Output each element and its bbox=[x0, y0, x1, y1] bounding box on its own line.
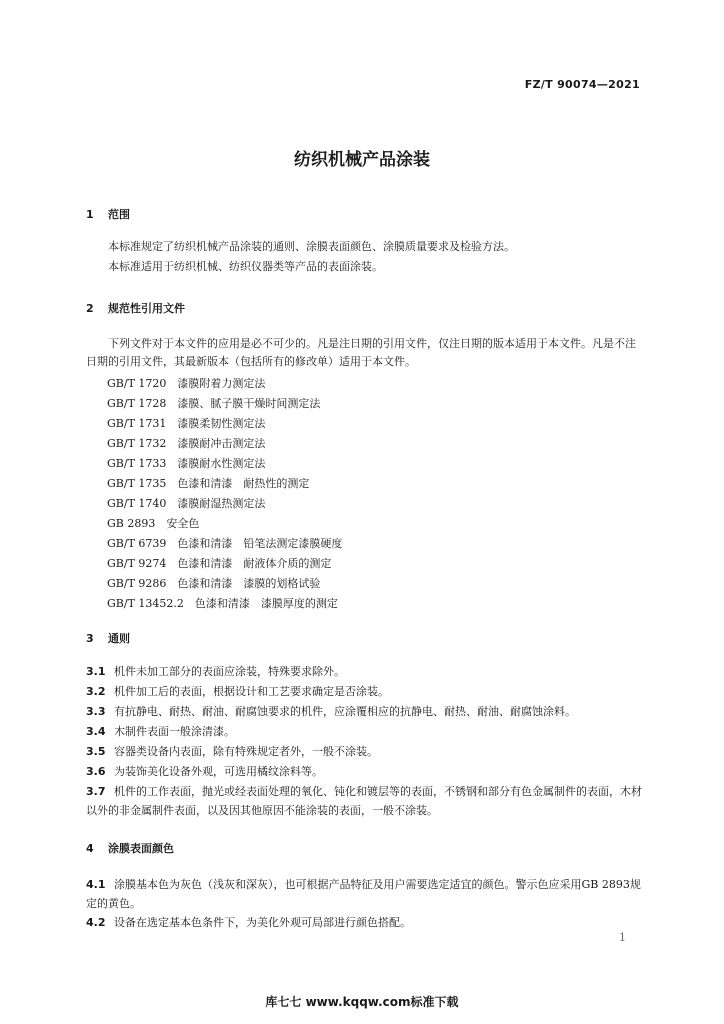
section-title: 规范性引用文件 bbox=[108, 302, 185, 315]
clause bbox=[86, 875, 646, 913]
clause bbox=[86, 915, 646, 931]
clause-number: 3.6 bbox=[86, 765, 106, 778]
reference-code: GB 2893 bbox=[107, 517, 156, 530]
clause bbox=[86, 764, 646, 780]
clause bbox=[86, 684, 646, 700]
reference-code: GB/T 1733 bbox=[107, 457, 167, 470]
reference-code: GB/T 6739 bbox=[107, 537, 167, 550]
section-number: 2 bbox=[86, 302, 94, 315]
clause-number: 3.5 bbox=[86, 745, 106, 758]
reference-name: 漆膜、腻子膜干燥时间测定法 bbox=[177, 397, 321, 410]
reference-code: GB/T 9286 bbox=[107, 577, 167, 590]
clause-number: 3.3 bbox=[86, 705, 106, 718]
footer-watermark[interactable]: 库七七 www.kqqw.com标准下载 bbox=[265, 995, 459, 1009]
reference-code: GB/T 1728 bbox=[107, 397, 167, 410]
clause-text: 容器类设备内表面，除有特殊规定者外，一般不涂装。 bbox=[114, 745, 378, 758]
clause-text: 木制件表面一般涂清漆。 bbox=[114, 725, 235, 738]
section-title: 涂膜表面颜色 bbox=[108, 842, 174, 855]
reference-item bbox=[107, 535, 342, 551]
clause-number: 3.2 bbox=[86, 685, 106, 698]
standard-code: FZ/T 90074—2021 bbox=[524, 78, 640, 91]
clause-number: 4.2 bbox=[86, 916, 106, 929]
reference-item bbox=[107, 495, 265, 511]
reference-code: GB/T 13452.2 bbox=[107, 597, 184, 610]
clause-number: 3.7 bbox=[86, 785, 106, 798]
clause bbox=[86, 704, 646, 720]
clause-text: 设备在选定基本色条件下，为美化外观可局部进行颜色搭配。 bbox=[114, 916, 411, 929]
section-1-para-2: 本标准适用于纺织机械、纺织仪器类等产品的表面涂装。 bbox=[108, 260, 383, 273]
reference-code: GB/T 1740 bbox=[107, 497, 167, 510]
section-3-heading bbox=[86, 630, 130, 646]
section-4-heading bbox=[86, 840, 174, 856]
reference-item bbox=[107, 455, 265, 471]
reference-name: 色漆和清漆 漆膜的划格试验 bbox=[177, 577, 321, 590]
reference-name: 漆膜附着力测定法 bbox=[177, 377, 266, 390]
reference-item bbox=[107, 595, 338, 611]
reference-name: 安全色 bbox=[166, 517, 200, 530]
reference-code: GB/T 9274 bbox=[107, 557, 167, 570]
section-number: 4 bbox=[86, 842, 94, 855]
clause bbox=[86, 744, 646, 760]
reference-item bbox=[107, 575, 320, 591]
section-number: 1 bbox=[86, 208, 94, 221]
reference-name: 色漆和清漆 耐热性的测定 bbox=[177, 477, 310, 490]
reference-code: GB/T 1732 bbox=[107, 437, 167, 450]
clause-text: 机件未加工部分的表面应涂装，特殊要求除外。 bbox=[114, 665, 345, 678]
clause bbox=[86, 724, 646, 740]
reference-item bbox=[107, 435, 265, 451]
reference-name: 色漆和清漆 漆膜厚度的测定 bbox=[194, 597, 338, 610]
section-title: 范围 bbox=[108, 208, 130, 221]
clause-text: 涂膜基本色为灰色（浅灰和深灰），也可根据产品特征及用户需要选定适宜的颜色。警示色应采用GB 2893规定的黄色。 bbox=[86, 878, 641, 910]
section-1-para-1: 本标准规定了纺织机械产品涂装的通则、涂膜表面颜色、涂膜质量要求及检验方法。 bbox=[108, 240, 515, 253]
reference-code: GB/T 1731 bbox=[107, 417, 167, 430]
reference-item bbox=[107, 415, 265, 431]
reference-item bbox=[107, 555, 331, 571]
reference-code: GB/T 1720 bbox=[107, 377, 167, 390]
reference-code: GB/T 1735 bbox=[107, 477, 167, 490]
section-2-heading bbox=[86, 300, 185, 316]
section-number: 3 bbox=[86, 632, 94, 645]
reference-name: 漆膜耐湿热测定法 bbox=[177, 497, 266, 510]
reference-item bbox=[107, 395, 320, 411]
reference-name: 漆膜耐冲击测定法 bbox=[177, 437, 266, 450]
clause bbox=[86, 664, 646, 680]
clause-number: 3.4 bbox=[86, 725, 106, 738]
clause-number: 3.1 bbox=[86, 665, 106, 678]
section-1-heading bbox=[86, 206, 130, 222]
clause-text: 机件加工后的表面，根据设计和工艺要求确定是否涂装。 bbox=[114, 685, 389, 698]
reference-item bbox=[107, 375, 265, 391]
clause-text: 机件的工作表面，抛光或经表面处理的氧化、钝化和镀层等的表面，不锈钢和部分有色金属制件的表面，木材以外的非金属制件表面，以及因其他原因不能涂装的表面，一般不涂装。 bbox=[86, 785, 642, 817]
document-title: 纺织机械产品涂装 bbox=[294, 150, 430, 170]
page-number: 1 bbox=[619, 931, 626, 944]
clause-text: 为装饰美化设备外观，可选用橘纹涂料等。 bbox=[114, 765, 323, 778]
section-2-intro: 下列文件对于本文件的应用是必不可少的。凡是注日期的引用文件，仅注日期的版本适用于本文件。凡是不注日期的引用文件，其最新版本（包括所有的修改单）适用于本文件。 bbox=[86, 337, 636, 368]
reference-name: 色漆和清漆 铅笔法测定漆膜硬度 bbox=[177, 537, 343, 550]
reference-item bbox=[107, 475, 309, 491]
reference-item bbox=[107, 515, 199, 531]
clause-number: 4.1 bbox=[86, 878, 106, 891]
reference-name: 漆膜柔韧性测定法 bbox=[177, 417, 266, 430]
reference-name: 色漆和清漆 耐液体介质的测定 bbox=[177, 557, 332, 570]
reference-name: 漆膜耐水性测定法 bbox=[177, 457, 266, 470]
section-title: 通则 bbox=[108, 632, 130, 645]
clause-text: 有抗静电、耐热、耐油、耐腐蚀要求的机件，应涂覆相应的抗静电、耐热、耐油、耐腐蚀涂料。 bbox=[114, 705, 576, 718]
clause bbox=[86, 782, 646, 820]
